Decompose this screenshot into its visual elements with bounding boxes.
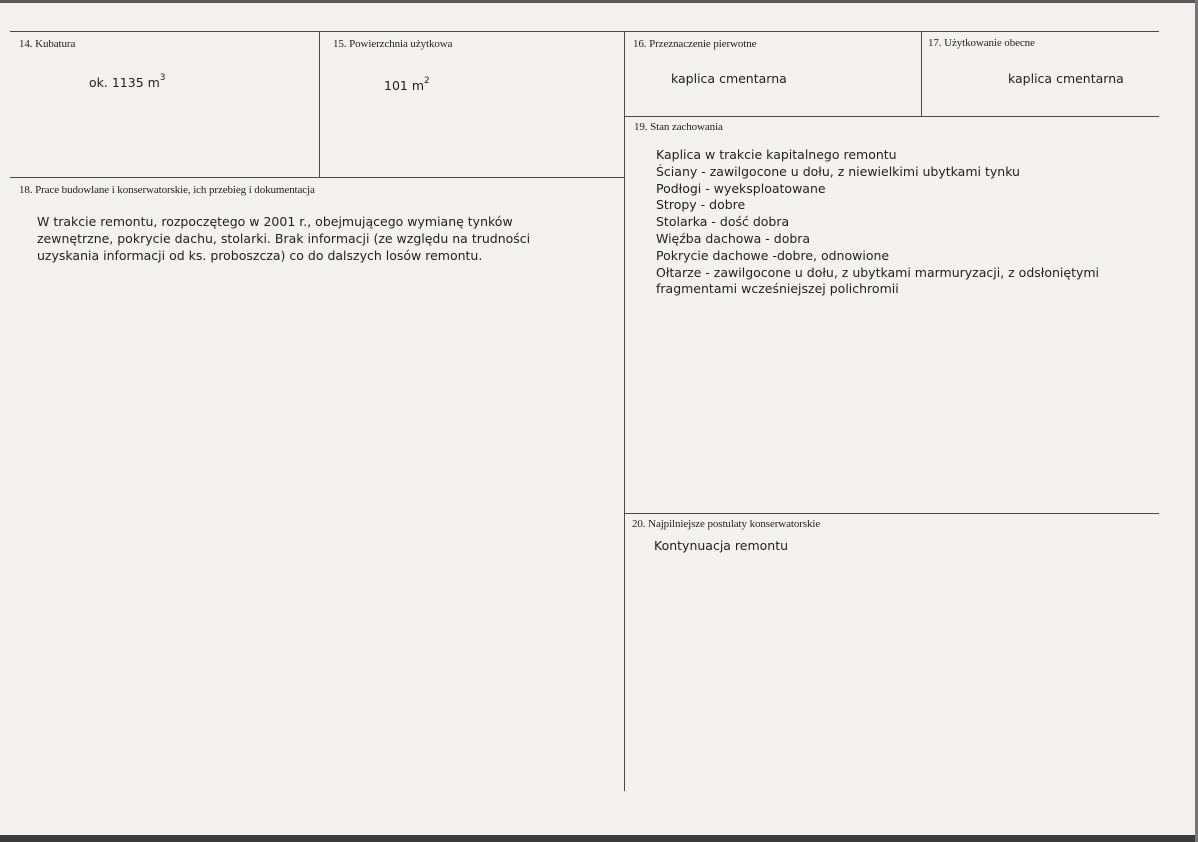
- scan-top-edge: [0, 0, 1198, 3]
- field-15-value-text: 101 m: [384, 78, 425, 93]
- field-18-line: W trakcie remontu, rozpoczętego w 2001 r., obejmującego wymianę tynków: [37, 214, 513, 229]
- field-16-value: kaplica cmentarna: [671, 71, 787, 86]
- field-19-line: Pokrycie dachowe -dobre, odnowione: [656, 247, 890, 263]
- field-18-text: [37, 214, 530, 264]
- field-14-exponent: 3: [159, 73, 166, 83]
- field-19-line: Stropy - dobre: [656, 197, 746, 213]
- divider-16-17: [921, 31, 922, 116]
- field-20-label: 20. Najpilniejsze postulaty konserwatorskie: [632, 518, 821, 530]
- field-19-line: Stolarka - dość dobra: [656, 214, 790, 230]
- field-18-label: 18. Prace budowlane i konserwatorskie, ich przebieg i dokumentacja: [19, 184, 315, 196]
- field-19-line: Więźba dachowa - dobra: [656, 230, 811, 246]
- field-15-value: [384, 78, 430, 93]
- field-20-value: Kontynuacja remontu: [654, 538, 789, 553]
- field-19-line: Kaplica w trakcie kapitalnego remontu: [656, 147, 897, 162]
- field-14-value: [89, 75, 166, 90]
- field-14-value-text: ok. 1135 m: [89, 75, 160, 90]
- divider-above-19: [624, 116, 1159, 117]
- field-19-line: Podłogi - wyeksploatowane: [656, 180, 826, 196]
- field-17-value: kaplica cmentarna: [1008, 71, 1124, 86]
- field-17-label: 17. Użytkowanie obecne: [928, 37, 1035, 49]
- field-15-label: 15. Powierzchnia użytkowa: [333, 38, 453, 50]
- divider-above-20: [624, 513, 1159, 514]
- table-top-border: [10, 31, 1159, 32]
- field-19-line: Ołtarze - zawilgocone u dołu, z ubytkami marmuryzacji, z odsłoniętymi: [656, 264, 1100, 280]
- field-19-label: 19. Stan zachowania: [634, 121, 723, 133]
- field-19-text: [656, 147, 1099, 298]
- field-19-line: Ściany - zawilgocone u dołu, z niewielkimi ubytkami tynku: [656, 163, 1020, 179]
- field-15-exponent: 2: [424, 76, 430, 86]
- field-16-label: 16. Przeznaczenie pierwotne: [633, 38, 757, 50]
- field-19-line: fragmentami wcześniejszej polichromii: [656, 281, 899, 297]
- scan-bottom-edge: [0, 835, 1198, 842]
- divider-above-18: [10, 177, 624, 178]
- center-divider: [624, 31, 625, 791]
- field-14-label: 14. Kubatura: [19, 38, 76, 50]
- field-18-line: zewnętrzne, pokrycie dachu, stolarki. Brak informacji (ze względu na trudności: [37, 230, 531, 246]
- field-18-line: uzyskania informacji od ks. proboszcza) co do dalszych losów remontu.: [37, 247, 483, 263]
- divider-14-15: [319, 31, 320, 178]
